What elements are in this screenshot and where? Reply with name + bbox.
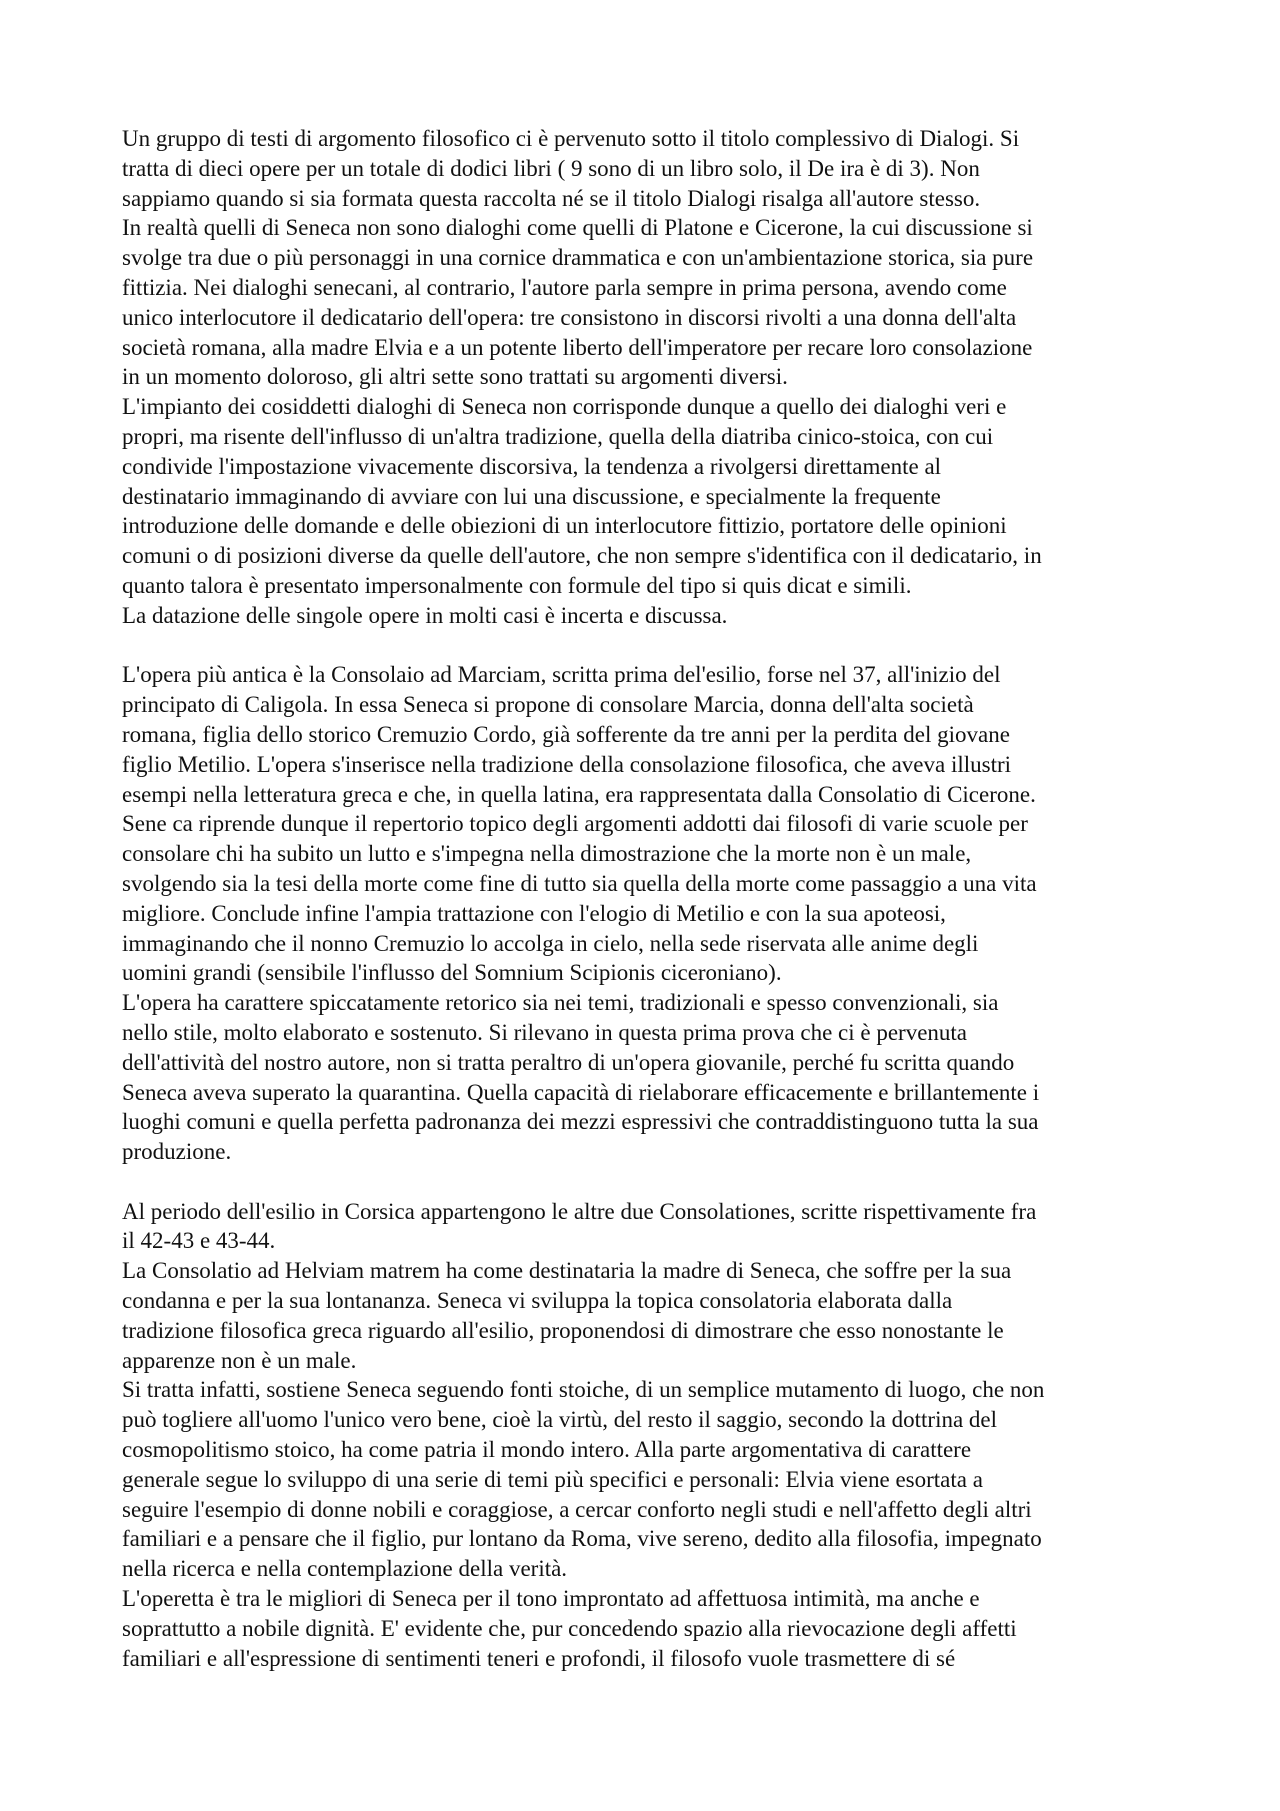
text-line: romana, figlia dello storico Cremuzio Cordo, già sofferente da tre anni per la perdita del giovane: [122, 721, 1010, 747]
text-line: L'opera più antica è la Consolaio ad Marciam, scritta prima del'esilio, forse nel 37, all'inizio del: [122, 662, 1001, 688]
text-line: propri, ma risente dell'influsso di un'altra tradizione, quella della diatriba cinico-stoica, con cui: [122, 423, 994, 449]
text-line: seguire l'esempio di donne nobili e coraggiose, a cercar conforto negli studi e nell'affetto degli altri: [122, 1496, 1032, 1522]
text-line: Al periodo dell'esilio in Corsica appartengono le altre due Consolationes, scritte rispettivamente fra: [122, 1198, 1037, 1224]
text-line: condanna e per la sua lontananza. Seneca vi sviluppa la topica consolatoria elaborata dalla: [122, 1288, 953, 1314]
text-line: condivide l'impostazione vivacemente discorsiva, la tendenza a rivolgersi direttamente al: [122, 453, 942, 479]
text-line: in un momento doloroso, gli altri sette sono trattati su argomenti diversi.: [122, 364, 788, 390]
text-line: esempi nella letteratura greca e che, in quella latina, era rappresentata dalla Consolatio di Cicerone.: [122, 781, 1036, 807]
text-line: tratta di dieci opere per un totale di dodici libri ( 9 sono di un libro solo, il De ira è di 3). Non: [122, 155, 980, 181]
text-line: apparenze non è un male.: [122, 1347, 357, 1373]
text-line: familiari e all'espressione di sentimenti teneri e profondi, il filosofo vuole trasmettere di sé: [122, 1645, 956, 1671]
text-line: svolgendo sia la tesi della morte come fine di tutto sia quella della morte come passaggio a una vita: [122, 870, 1037, 896]
text-line: quanto talora è presentato impersonalmente con formule del tipo si quis dicat e simili.: [122, 572, 912, 598]
text-line: L'impianto dei cosiddetti dialoghi di Seneca non corrisponde dunque a quello dei dialoghi veri e: [122, 394, 1007, 420]
text-line: unico interlocutore il dedicatario dell'opera: tre consistono in discorsi rivolti a una donna dell'alta: [122, 304, 1017, 330]
paragraph-block: [122, 660, 1162, 1167]
text-line: migliore. Conclude infine l'ampia trattazione con l'elogio di Metilio e con la sua apoteosi,: [122, 900, 946, 926]
text-line: fittizia. Nei dialoghi senecani, al contrario, l'autore parla sempre in prima persona, avendo come: [122, 274, 1007, 300]
text-line: luoghi comuni e quella perfetta padronanza dei mezzi espressivi che contraddistinguono tutta la sua: [122, 1109, 1039, 1135]
text-line: nella ricerca e nella contemplazione della verità.: [122, 1556, 568, 1582]
text-line: Si tratta infatti, sostiene Seneca seguendo fonti stoiche, di un semplice mutamento di luogo, che non: [122, 1377, 1045, 1403]
text-line: sappiamo quando si sia formata questa raccolta né se il titolo Dialogi risalga all'autore stesso.: [122, 185, 981, 211]
text-line: produzione.: [122, 1139, 232, 1165]
text-line: consolare chi ha subito un lutto e s'impegna nella dimostrazione che la morte non è un male,: [122, 841, 972, 867]
text-line: generale segue lo sviluppo di una serie di temi più specifici e personali: Elvia viene esortata a: [122, 1466, 983, 1492]
text-line: La Consolatio ad Helviam matrem ha come destinataria la madre di Seneca, che soffre per la sua: [122, 1258, 1012, 1284]
document-page: [122, 124, 1162, 1673]
text-line: svolge tra due o più personaggi in una cornice drammatica e con un'ambientazione storica, sia pure: [122, 245, 1034, 271]
paragraph-gap: [122, 1167, 1162, 1197]
text-line: cosmopolitismo stoico, ha come patria il mondo intero. Alla parte argomentativa di carattere: [122, 1437, 972, 1463]
text-line: il 42-43 e 43-44.: [122, 1228, 276, 1254]
text-line: introduzione delle domande e delle obiezioni di un interlocutore fittizio, portatore delle opinioni: [122, 513, 1007, 539]
text-line: immaginando che il nonno Cremuzio lo accolga in cielo, nella sede riservata alle anime degli: [122, 930, 979, 956]
paragraph-gap: [122, 631, 1162, 661]
text-line: comuni o di posizioni diverse da quelle dell'autore, che non sempre s'identifica con il dedicatario, in: [122, 543, 1042, 569]
text-line: principato di Caligola. In essa Seneca si propone di consolare Marcia, donna dell'alta società: [122, 692, 974, 718]
text-line: In realtà quelli di Seneca non sono dialoghi come quelli di Platone e Cicerone, la cui discussione si: [122, 215, 1033, 241]
text-line: L'opera ha carattere spiccatamente retorico sia nei temi, tradizionali e spesso convenzionali, sia: [122, 990, 999, 1016]
text-line: L'operetta è tra le migliori di Seneca per il tono improntato ad affettuosa intimità, ma anche e: [122, 1586, 980, 1612]
text-line: familiari e a pensare che il figlio, pur lontano da Roma, vive sereno, dedito alla filosofia, impegnato: [122, 1526, 1042, 1552]
text-line: uomini grandi (sensibile l'influsso del Somnium Scipionis ciceroniano).: [122, 960, 782, 986]
text-line: può togliere all'uomo l'unico vero bene, cioè la virtù, del resto il saggio, secondo la dottrina del: [122, 1407, 998, 1433]
text-line: La datazione delle singole opere in molti casi è incerta e discussa.: [122, 602, 728, 628]
text-line: soprattutto a nobile dignità. E' evidente che, pur concedendo spazio alla rievocazione degli affetti: [122, 1615, 1017, 1641]
paragraph-block: [122, 124, 1162, 631]
text-line: nello stile, molto elaborato e sostenuto. Si rilevano in questa prima prova che ci è pervenuta: [122, 1019, 968, 1045]
text-line: figlio Metilio. L'opera s'inserisce nella tradizione della consolazione filosofica, che aveva illustri: [122, 751, 1012, 777]
paragraph-block: [122, 1197, 1162, 1674]
text-line: Sene ca riprende dunque il repertorio topico degli argomenti addotti dai filosofi di varie scuole per: [122, 811, 1028, 837]
text-line: tradizione filosofica greca riguardo all'esilio, proponendosi di dimostrare che esso nonostante le: [122, 1317, 1004, 1343]
text-line: società romana, alla madre Elvia e a un potente liberto dell'imperatore per recare loro consolazione: [122, 334, 1033, 360]
text-line: Un gruppo di testi di argomento filosofico ci è pervenuto sotto il titolo complessivo di Dialogi. Si: [122, 126, 1020, 151]
text-line: destinatario immaginando di avviare con lui una discussione, e specialmente la frequente: [122, 483, 941, 509]
text-line: Seneca aveva superato la quarantina. Quella capacità di rielaborare efficacemente e brillantemente i: [122, 1079, 1040, 1105]
text-line: dell'attività del nostro autore, non si tratta peraltro di un'opera giovanile, perché fu scritta quando: [122, 1049, 1015, 1075]
